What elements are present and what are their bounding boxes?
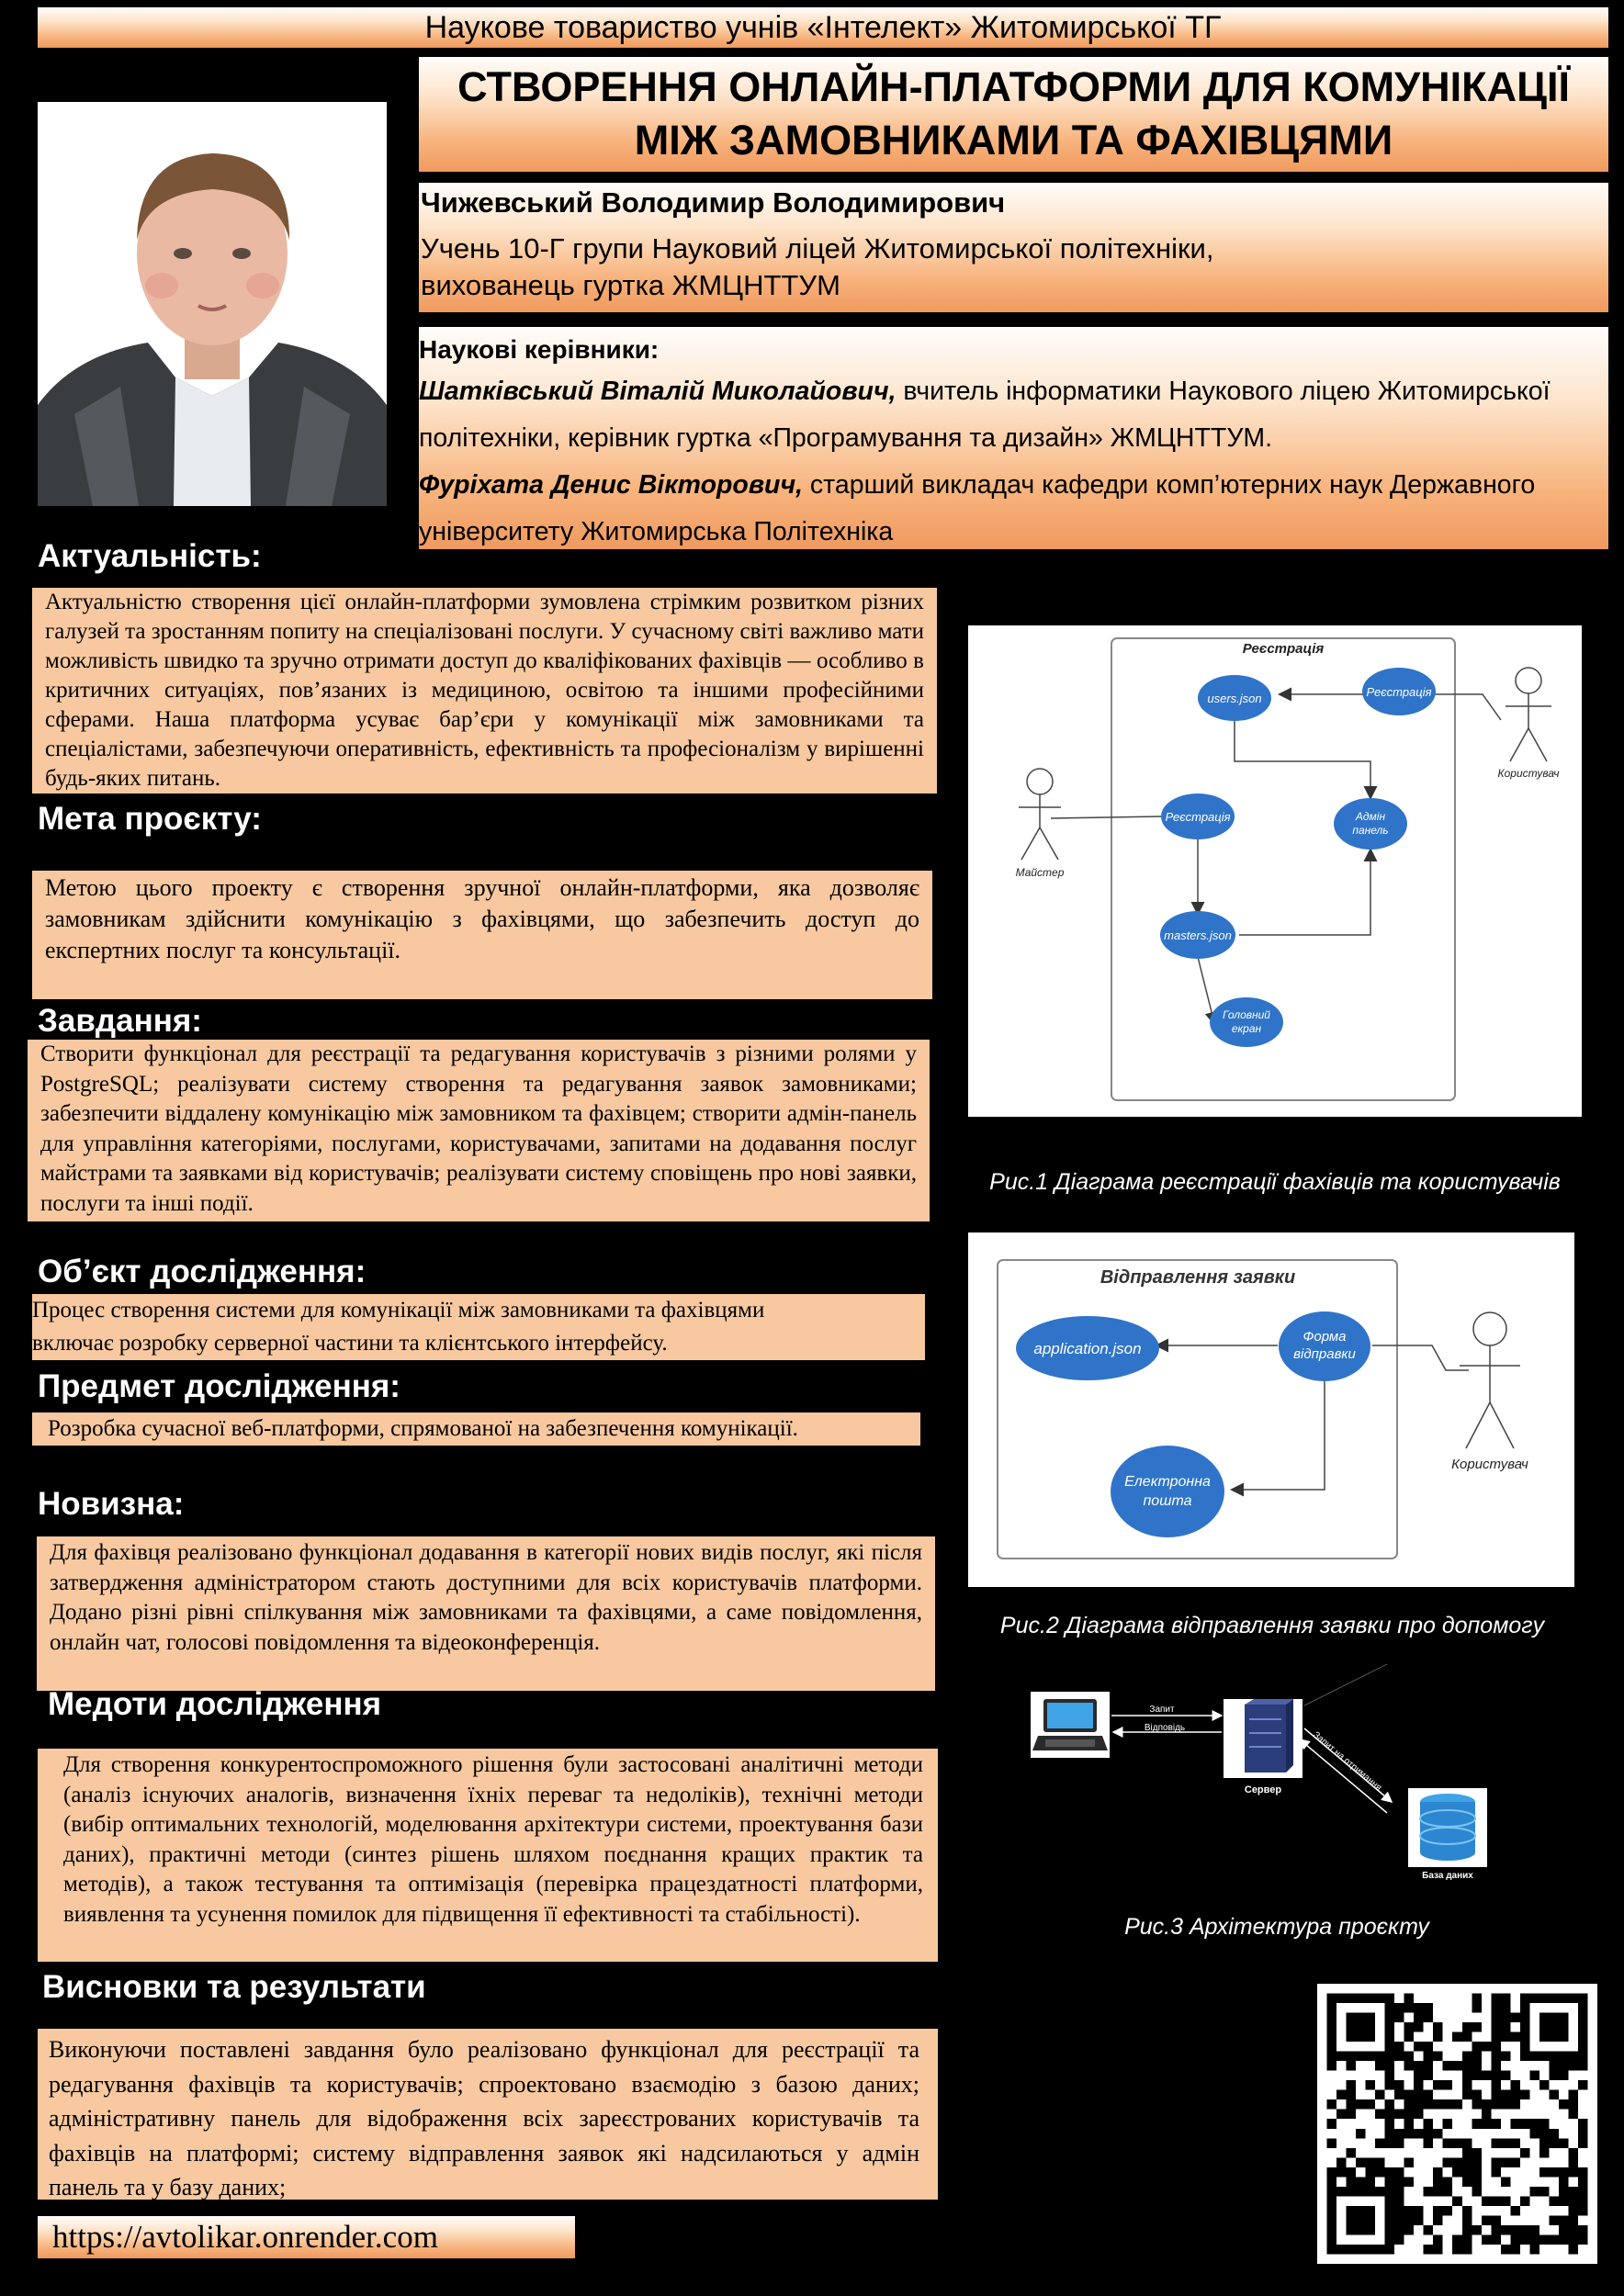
subject-heading: Предмет дослідження: bbox=[38, 1368, 400, 1404]
figure2-caption: Рис.2 Діаграма відправлення заявки про допомогу bbox=[999, 1613, 1545, 1638]
server-icon bbox=[1224, 1699, 1303, 1778]
relevance-heading: Актуальність: bbox=[38, 538, 262, 574]
object-line1: Процес створення системи для комунікації між замовниками та фахівцями bbox=[32, 1298, 765, 1322]
supervisor-2 bbox=[419, 461, 1608, 509]
society-name: Наукове товариство учнів «Інтелект» Житомирської ТГ bbox=[424, 10, 1222, 45]
figure1-caption: Рис.1 Діаграма реєстрації фахівців та користувачів bbox=[989, 1169, 1561, 1195]
supervisor-2-line2: університету Житомирська Політехніка bbox=[419, 517, 894, 546]
figure2-node-email-1: Електронна bbox=[1124, 1474, 1211, 1490]
figure2-node-form-1: Форма bbox=[1303, 1329, 1347, 1345]
figure3-caption: Рис.3 Архітектура проєкту bbox=[1124, 1914, 1429, 1940]
supervisor-1-line1: вчитель інформатики Наукового ліцею Житомирської bbox=[896, 377, 1551, 406]
supervisors-label: Наукові керівники: bbox=[419, 335, 660, 364]
goal-text: Метою цього проекту є створення зручної онлайн-платформи, яка дозволяє замовникам здійснити комунікацію з фахівцями, що забезпечить доступ до експертних послуг та консультації. bbox=[32, 871, 932, 999]
subject-text: Розробка сучасної веб-платформи, спрямованої на забезпечення комунікації. bbox=[48, 1416, 798, 1441]
relevance-text: Актуальністю створення цієї онлайн-платформи зумовлена стрімким розвитком різних галузей та зростанням попиту на спеціалізовані послуги. У сучасному світі важливо мати можливість швидко та зручно отримати доступ до кваліфікованих фахівців — особливо в критичних ситуаціях, пов’язаних із медициною, освітою та іншими професійними сферами. Наша платформа усуває бар’єри у комунікації між замовниками та спеціалістами, забезпечуючи оперативність, ефективність та професіоналізм у вирішенні будь-яких питань. bbox=[32, 588, 937, 793]
supervisor-2-name: Фуріхата Денис Вікторович, bbox=[419, 470, 803, 500]
page-title-line2: МІЖ ЗАМОВНИКАМИ ТА ФАХІВЦЯМИ bbox=[634, 117, 1393, 163]
figure2-diagram bbox=[968, 1232, 1574, 1587]
conclusions-heading: Висновки та результати bbox=[42, 1969, 426, 2005]
tasks-text: Створити функціонал для реєстрації та редагування користувачів з різними ролями у PostgreSQL; реалізувати систему створення та редагування заявок замовниками; забезпечити віддалену комунікацію між замовником та фахівцем; створити адмін-панель для управління категоріями, послугами, користувачами, запитами на додавання послуг майстрами та заявками від користувачів; реалізувати систему сповіщень про нові заявки, послуги та інші події. bbox=[28, 1040, 930, 1221]
figure1-actor-user-icon bbox=[1506, 668, 1551, 761]
figure3-server: Сервер bbox=[1244, 1784, 1282, 1795]
figure2-title: Відправлення заявки bbox=[1100, 1267, 1296, 1288]
author-info-line2: вихованець гуртка ЖМЦНТТУМ bbox=[421, 269, 840, 301]
figure1-actor-user: Користувач bbox=[1497, 767, 1560, 780]
figure1-actor-master-icon bbox=[1019, 769, 1061, 860]
project-url-link[interactable]: https://avtolikar.onrender.com bbox=[52, 2219, 438, 2255]
figure2-node-email-2: пошта bbox=[1143, 1493, 1192, 1509]
figure2-node-form-2: відправки bbox=[1293, 1346, 1356, 1362]
conclusions-text: Виконуючи поставлені завдання було реалізовано функціонал для реєстрації та редагування фахівців та користувачів; спроектовано взаємодію з базою даних; адміністративну панель для відображення всіх зареєстрованих користувачів та фахівців на платформі; систему відправлення заявок які надсилаються у адмін панель та у базу даних; bbox=[38, 2029, 938, 2200]
laptop-icon bbox=[1031, 1692, 1110, 1758]
author-info-line1: Учень 10-Г групи Науковий ліцей Житомирської політехніки, bbox=[421, 232, 1214, 264]
figure1-node-main-1: Головний bbox=[1223, 1008, 1270, 1021]
society-banner bbox=[38, 7, 1608, 48]
tasks-heading: Завдання: bbox=[38, 1003, 202, 1039]
figure2-node-app-json: application.json bbox=[1033, 1340, 1142, 1357]
methods-heading: Медоти дослідження bbox=[48, 1686, 382, 1722]
figure1-diagram bbox=[968, 625, 1582, 1117]
figure1-title: Реєстрація bbox=[1242, 641, 1325, 657]
figure3-db-request: Запит на отримання bbox=[1311, 1729, 1384, 1794]
novelty-heading: Новизна: bbox=[38, 1486, 185, 1522]
page-title-line1: СТВОРЕННЯ ОНЛАЙН-ПЛАТФОРМИ ДЛЯ КОМУНІКАЦІЇ bbox=[457, 63, 1570, 110]
supervisor-1-name: Шатківський Віталій Миколайович, bbox=[419, 377, 897, 406]
qr-code[interactable] bbox=[1317, 1984, 1597, 2264]
subject-box bbox=[32, 1412, 920, 1446]
supervisor-1-line2: політехніки, керівник гуртка «Програмування та дизайн» ЖМЦНТТУМ. bbox=[419, 423, 1273, 453]
author-photo bbox=[38, 102, 387, 506]
figure1-node-admin-1: Адмін bbox=[1355, 810, 1386, 823]
figure1-node-registration-mid: Реєстрація bbox=[1165, 810, 1231, 824]
goal-heading: Мета проєкту: bbox=[38, 801, 262, 837]
figure1-node-admin-2: панель bbox=[1352, 824, 1389, 837]
figure1-node-masters-json: masters.json bbox=[1164, 929, 1232, 942]
figure3-database: База даних bbox=[1422, 1871, 1473, 1881]
figure2-actor-user: Користувач bbox=[1451, 1457, 1528, 1472]
object-box bbox=[32, 1294, 925, 1360]
database-icon bbox=[1408, 1788, 1487, 1867]
author-box bbox=[419, 183, 1608, 312]
project-url-box bbox=[38, 2216, 575, 2258]
figure1-actor-master: Майстер bbox=[1015, 866, 1065, 879]
figure1-node-main-2: екран bbox=[1231, 1022, 1262, 1035]
object-heading: Об’єкт дослідження: bbox=[38, 1254, 367, 1289]
methods-text: Для створення конкурентоспроможного рішення були застосовані аналітичні методи (аналіз існуючих аналогів, визначення їхніх переваг та недоліків), технічні методи (вибір оптимальних технологій, моделювання архітектури системи, проектування бази даних), практичні методи (синтез рішень шляхом поєднання кращих практик та методів), а також тестування та оптимізація (перевірка працездатності платформи, виявлення та усунення помилок для підвищення її ефективності та стабільності). bbox=[38, 1749, 938, 1962]
figure3-diagram bbox=[1020, 1664, 1516, 1894]
figure3-request: Запит bbox=[1149, 1705, 1175, 1715]
figure1-node-users-json: users.json bbox=[1207, 692, 1262, 705]
figure3-response: Відповідь bbox=[1144, 1723, 1186, 1733]
supervisor-1 bbox=[419, 367, 1608, 415]
author-name: Чижевський Володимир Володимирович bbox=[421, 186, 1006, 219]
figure1-node-registration-top: Реєстрація bbox=[1366, 685, 1432, 699]
figure2-actor-user-icon bbox=[1460, 1312, 1520, 1448]
supervisor-2-line1: старший викладач кафедри комп’ютерних наук Державного bbox=[802, 470, 1536, 500]
novelty-text: Для фахівця реалізовано функціонал додавання в категорії нових видів послуг, які після затвердження адміністратором стають доступними для всіх користувачів платформи. Додано різні рівні спілкування між замовниками та фахівцями, а саме повідомлення, онлайн чат, голосові повідомлення та відеоконференція. bbox=[37, 1536, 935, 1691]
object-line2: включає розробку серверної частини та клієнтського інтерфейсу. bbox=[32, 1331, 668, 1356]
title-banner bbox=[419, 57, 1608, 172]
supervisors-box bbox=[419, 327, 1608, 549]
